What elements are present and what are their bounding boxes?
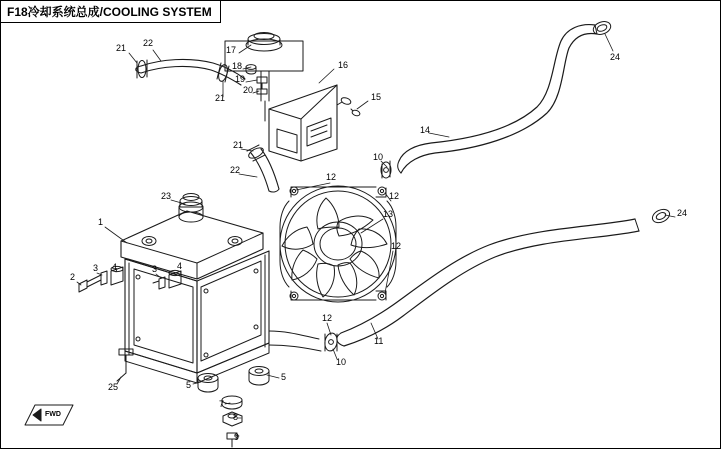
callout-25: 25 (108, 382, 119, 392)
callout-9: 9 (234, 432, 240, 442)
callout-22: 22 (143, 38, 154, 48)
callout-11: 11 (374, 336, 384, 346)
callout-14: 14 (420, 125, 431, 135)
callout-21-b: 21 (215, 93, 226, 103)
callout-22-b: 22 (230, 165, 241, 175)
callout-13: 13 (383, 209, 394, 219)
callout-16: 16 (338, 60, 349, 70)
callout-4-b: 4 (177, 261, 183, 271)
callout-24-b: 24 (677, 208, 688, 218)
callout-20: 20 (243, 85, 254, 95)
page-title: F18冷却系统总成/COOLING SYSTEM (7, 4, 212, 19)
callout-3: 3 (93, 263, 99, 273)
fwd-label: FWD (45, 411, 61, 418)
callout-3-b: 3 (152, 264, 158, 274)
callout-12: 12 (326, 172, 337, 182)
callout-1: 1 (98, 217, 104, 227)
callout-5-b: 5 (281, 372, 287, 382)
callout-12-c: 12 (391, 241, 402, 251)
callout-12-b: 12 (389, 191, 400, 201)
callout-7: 7 (219, 399, 225, 409)
callout-5: 5 (186, 380, 192, 390)
callout-4: 4 (112, 262, 118, 272)
callout-24: 24 (610, 52, 621, 62)
title-box (1, 1, 221, 23)
callout-18: 18 (232, 61, 243, 71)
callout-17: 17 (226, 45, 237, 55)
callout-8: 8 (233, 412, 239, 422)
callout-10-b: 10 (336, 357, 347, 367)
callout-23: 23 (161, 191, 172, 201)
callout-15: 15 (371, 92, 382, 102)
callout-12-d: 12 (322, 313, 333, 323)
callout-21-c: 21 (233, 140, 244, 150)
callout-10: 10 (373, 152, 384, 162)
callout-2: 2 (70, 272, 76, 282)
callout-19: 19 (235, 74, 246, 84)
callout-21: 21 (116, 43, 127, 53)
